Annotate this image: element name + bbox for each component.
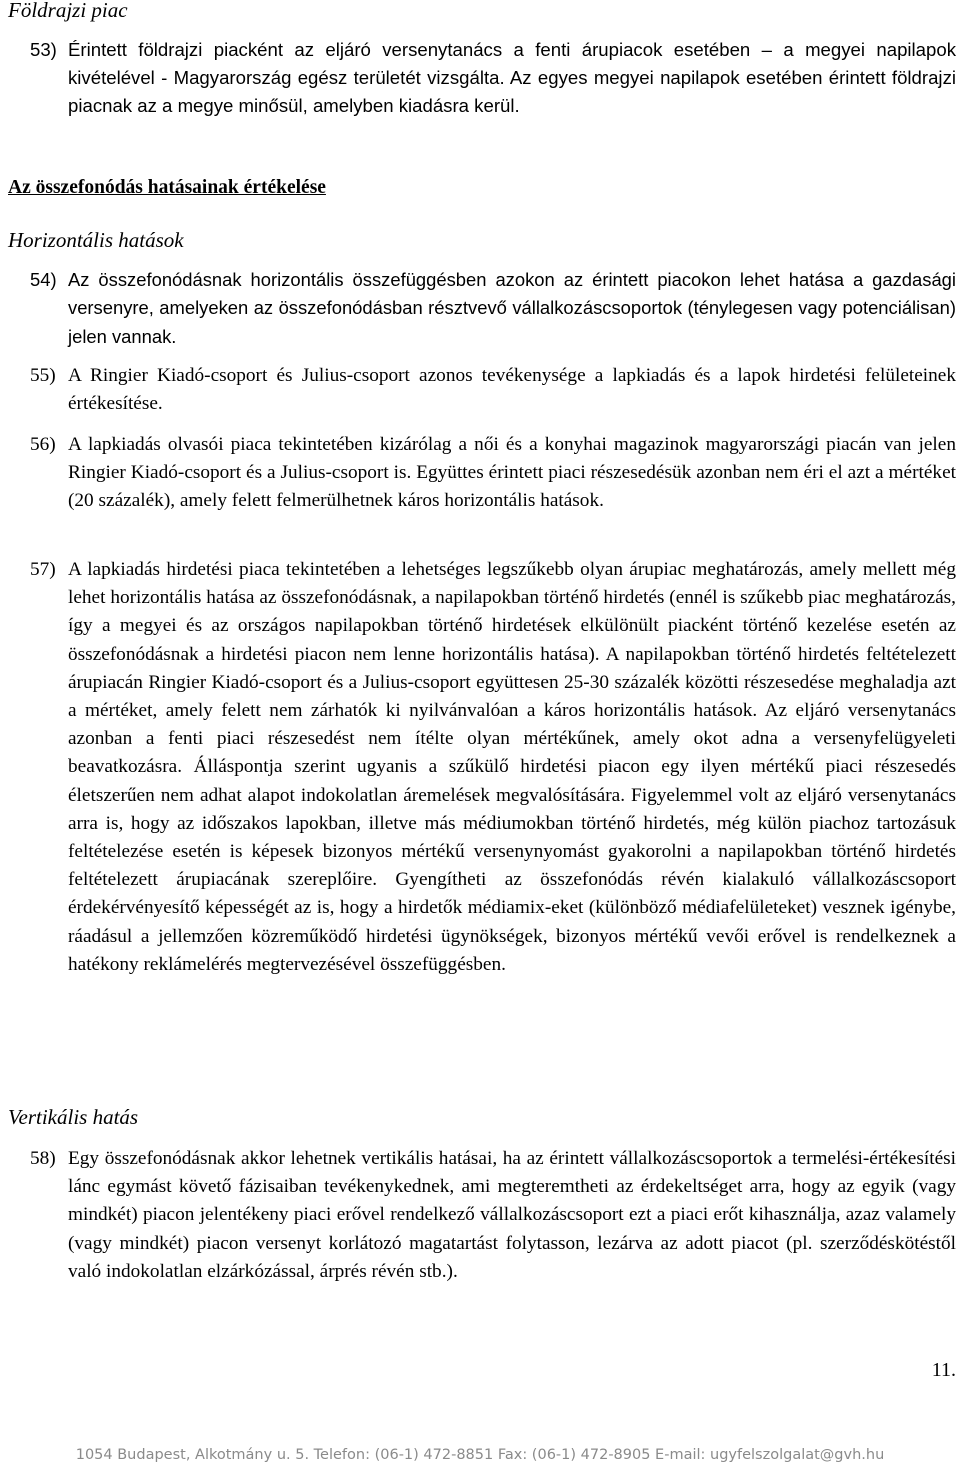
section-heading-foldrajzi-piac: Földrajzi piac: [8, 0, 128, 22]
paragraph-number: 54): [30, 269, 57, 290]
paragraph-53: [30, 36, 956, 120]
paragraph-56: [30, 431, 956, 516]
subsection-heading-vertical: Vertikális hatás: [8, 1105, 139, 1129]
paragraph-54: [30, 266, 956, 351]
paragraph-text: Egy összefonódásnak akkor lehetnek vertikális hatásai, ha az érintett vállalkozáscsoportok a termelési-értékesítési lánc egymást követő fázisaiban tevékenykednek, ami megteremtheti az érdekeltséget arra, hogy az egyik (vagy mindkét) piacon jelentékeny piaci erővel rendelkező vállalkozáscsoport ezt a piaci erőt kihasználja, azaz valamely (vagy mindkét) piacon versenyt korlátozó magatartást folytasson, lezárva az adott piacot (pl. szerződéskötéstől való indokolatlan elzárkózással, árprés révén stb.).: [68, 1148, 956, 1282]
paragraph-number: 58): [30, 1148, 56, 1169]
section-heading-assessment: Az összefonódás hatásainak értékelése: [8, 177, 326, 198]
paragraph-text: A lapkiadás hirdetési piaca tekintetében a lehetséges legszűkebb olyan árupiac meghatározás, amely mellett még lehet horizontális hatása az összefonódásnak, a napilapokban történő hirdetés (ennél is szűkebb piac meghatározás, így a megyei és az országos napilapokban történő hirdetések elkülönült piacként történő kezelése esetén az összefonódásnak a hirdetési piacon nem lenne horizontális hatása). A napilapokban történő hirdetés feltételezett árupiacán Ringier Kiadó-csoport és a Julius-csoport együttesen 25-30 százalék közötti részesedése meghaladja azt a mértéket, amely felett nem zárhatók ki nyilvánvalóan a káros horizontális hatások. Az eljáró versenytanács azonban a fenti piaci részesedést nem ítélte olyan mértékűnek, amely okot adna a versenyfelügyeleti beavatkozásra. Álláspontja szerint ugyanis a szűkülő hirdetési piacon egy ilyen mértékű piaci részesedés életszerűen nem adhat alapot indokolatlan áremelések megvalósítására. Figyelemmel volt az eljáró versenytanács arra is, hogy az időszakos lapokban, illetve más médiumokban történő hirdetés, még külön piachoz tartozásuk feltételezése esetén is képesek bizonyos mértékű versenynyomást gyakorolni a napilapokban történő hirdetés feltételezett árupiacának szereplőire. Gyengítheti az összefonódás révén kialakuló vállalkozáscsoport érdekérvényesítő képességét az is, hogy a hirdetők médiamix-eket (különböző médiafelületeket) vesznek igénybe, ráadásul a jellemzően közreműködő hirdetési ügynökségek, bizonyos mértékű vevői erővel is rendelkeznek a hatékony reklámelérés megtervezésével összefüggésben.: [68, 559, 956, 975]
paragraph-number: 55): [30, 365, 56, 386]
paragraph-58: [30, 1145, 956, 1286]
paragraph-55: [30, 362, 956, 418]
footer-contact-info: 1054 Budapest, Alkotmány u. 5. Telefon: (06-1) 472-8851 Fax: (06-1) 472-8905 E-mail: ugyfelszolgalat@gvh.hu: [75, 1447, 885, 1463]
paragraph-text: Érintett földrajzi piacként az eljáró versenytanács a fenti árupiacok esetében – a megyei napilapok kivételével - Magyarország egész területét vizsgálta. Az egyes megyei napilapok esetében érintett földrajzi piacnak az a megye minősül, amelyben kiadásra kerül.: [68, 39, 956, 116]
paragraph-number: 56): [30, 434, 56, 455]
paragraph-number: 57): [30, 559, 56, 580]
paragraph-57: [30, 556, 956, 979]
paragraph-text: Az összefonódásnak horizontális összefüggésben azokon az érintett piacokon lehet hatása a gazdasági versenyre, amelyeken az összefonódásban résztvevő vállalkozáscsoportok (ténylegesen vagy potenciálisan) jelen vannak.: [68, 269, 956, 347]
subsection-heading-horizontal: Horizontális hatások: [8, 228, 184, 252]
paragraph-text: A lapkiadás olvasói piaca tekintetében kizárólag a női és a konyhai magazinok magyarországi piacán van jelen Ringier Kiadó-csoport és a Julius-csoport is. Együttes érintett piaci részesedésük azonban nem éri el azt a mértéket (20 százalék), amely felett felmerülhetnek káros horizontális hatások.: [68, 434, 956, 512]
paragraph-number: 53): [30, 39, 57, 60]
page-number: 11.: [931, 1359, 956, 1381]
paragraph-text: A Ringier Kiadó-csoport és Julius-csoport azonos tevékenysége a lapkiadás és a lapok hirdetési felületeinek értékesítése.: [68, 365, 956, 415]
